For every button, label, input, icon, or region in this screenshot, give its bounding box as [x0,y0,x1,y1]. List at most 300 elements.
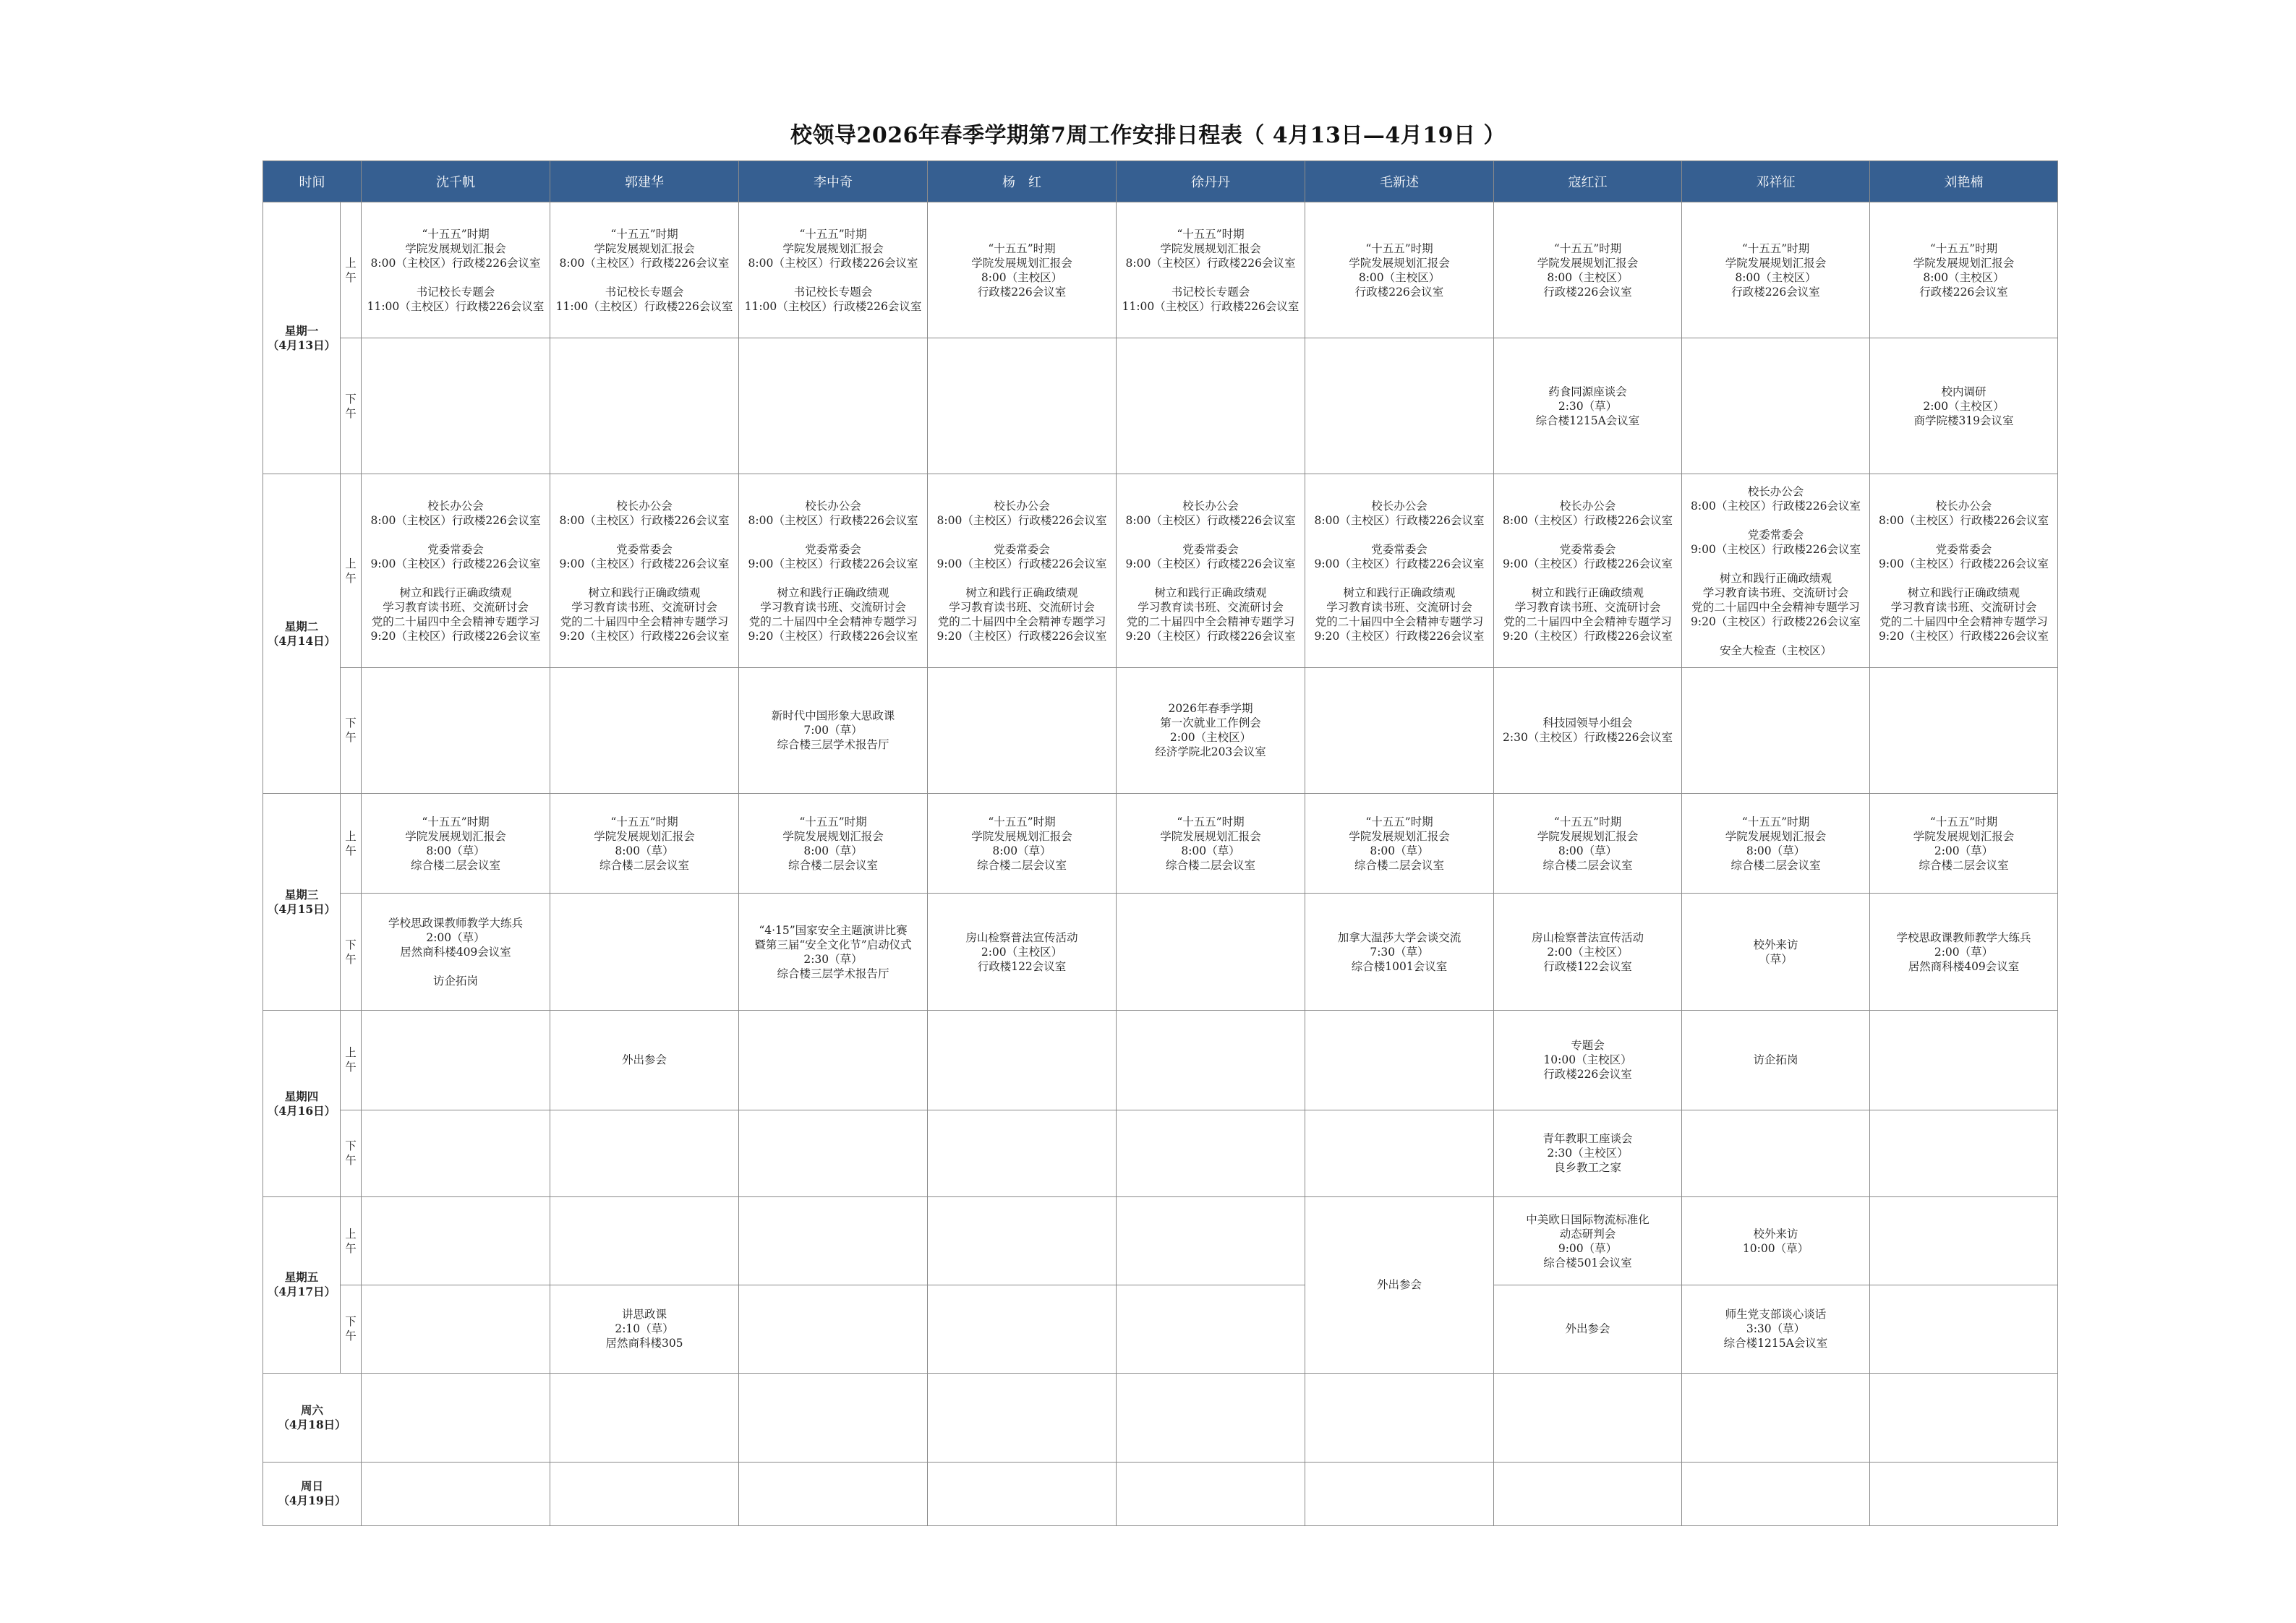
schedule-cell [362,1462,550,1525]
event-line: 综合楼二层会议室 [1730,858,1821,872]
event-line: 学院发展规划汇报会 [1913,829,2015,843]
event-line: 树立和践行正确政绩观 [1907,586,2020,599]
schedule-body [263,202,2058,1526]
schedule-cell [739,793,928,894]
schedule-cell [1494,474,1682,668]
schedule-event [1305,542,1493,571]
schedule-cell [928,1373,1117,1462]
event-line: 综合楼二层会议室 [1919,858,2009,872]
event-line: 7:00（草） [803,724,863,737]
schedule-cell [1494,894,1682,1011]
event-line: 师生党支部谈心谈话 [1725,1308,1827,1322]
event-line: “十五五”时期 [1553,241,1622,255]
event-line: 学习教育读书班、交流研讨会 [1890,600,2037,614]
event-line: 书记校长专题会 [605,285,684,299]
schedule-cell [739,1011,928,1110]
schedule-cell [1117,1110,1305,1196]
schedule-event [1117,499,1305,528]
schedule-event [1117,701,1305,759]
half-day-char: 午 [345,1061,357,1074]
half-day-char: 下 [345,1315,357,1329]
schedule-cell [1494,1110,1682,1196]
schedule-cell [739,668,928,794]
leader-header: 寇红江 [1494,161,1682,202]
schedule-event [1117,542,1305,571]
schedule-event [1682,1307,1869,1350]
event-line: “十五五”时期 [1553,815,1622,828]
event-line: 访企拓岗 [432,974,478,988]
event-line: 学院发展规划汇报会 [405,241,506,255]
day-label [263,1373,362,1462]
schedule-event [739,285,927,314]
event-line: 10:00（草） [1742,1241,1809,1255]
schedule-event [1682,815,1869,873]
event-line: 学习教育读书班、交流研讨会 [1702,586,1849,599]
event-line: 8:00（主校区）行政楼226会议室 [1879,513,2049,527]
event-line: 树立和践行正确政绩观 [777,586,889,599]
event-line: 9:20（主校区）行政楼226会议室 [1691,614,1861,628]
event-line: “十五五”时期 [1929,241,1998,255]
event-line: 动态研判会 [1559,1227,1616,1241]
event-line: 外出参会 [1565,1322,1610,1336]
event-line: “十五五”时期 [610,815,678,828]
leader-header: 沈千帆 [362,161,550,202]
event-line: 书记校长专题会 [1171,285,1250,299]
event-line: 校长办公会 [1371,499,1427,513]
leader-header: 徐丹丹 [1117,161,1305,202]
schedule-event [1682,643,1869,658]
schedule-cell [928,202,1117,338]
event-line: 11:00（主校区）行政楼226会议室 [367,299,545,313]
day-name: 星期二 [284,619,319,633]
schedule-event [1870,542,2057,571]
event-line: 9:20（主校区）行政楼226会议室 [1125,629,1296,643]
schedule-cell [1117,474,1305,668]
event-line: 8:00（草） [615,844,674,857]
day-date: （4月19日） [278,1494,346,1508]
event-line: 树立和践行正确政绩观 [1719,571,1832,585]
schedule-event [928,930,1116,974]
event-line: 8:00（主校区） [1358,270,1441,284]
schedule-cell [550,1110,739,1196]
event-line: 党委常委会 [1559,542,1616,556]
event-line: 8:00（主校区）行政楼226会议室 [1314,513,1485,527]
event-line: 行政楼226会议室 [1731,285,1820,299]
event-line: 学院发展规划汇报会 [1725,829,1827,843]
day-label [263,1011,341,1197]
half-day-label [341,894,362,1011]
schedule-cell [1117,202,1305,338]
schedule-cell [1305,338,1494,474]
schedule-cell [1494,793,1682,894]
schedule-event [1494,1131,1681,1175]
event-line: 综合楼二层会议室 [976,858,1067,872]
schedule-cell [1870,338,2058,474]
header-row [263,161,2058,202]
half-day-label [341,474,362,668]
day-name: 星期五 [284,1270,319,1285]
schedule-cell [1117,1373,1305,1462]
event-line: 8:00（草） [1746,844,1806,857]
schedule-event [928,499,1116,528]
schedule-event [550,542,738,571]
day-date: （4月16日） [267,1103,336,1118]
schedule-cell [928,1196,1117,1285]
schedule-cell [928,1110,1117,1196]
event-line: 学院发展规划汇报会 [405,829,506,843]
schedule-cell [1870,894,2058,1011]
schedule-event [362,916,550,959]
event-line: 综合楼二层会议室 [599,858,689,872]
event-line: 行政楼226会议室 [1354,285,1444,299]
schedule-cell [550,1011,739,1110]
schedule-event [1494,499,1681,528]
event-line: 9:00（主校区）行政楼226会议室 [936,557,1107,570]
schedule-cell [1117,894,1305,1011]
event-line: 行政楼226会议室 [1543,1068,1632,1082]
schedule-event [1305,815,1493,873]
event-line: 8:00（草） [1181,844,1240,857]
leader-header: 邓祥征 [1682,161,1870,202]
schedule-cell [1870,202,2058,338]
schedule-event [362,542,550,571]
event-line: 书记校长专题会 [793,285,873,299]
day-date: （4月17日） [267,1285,336,1299]
schedule-cell [1494,1196,1682,1285]
leader-header: 杨 红 [928,161,1117,202]
schedule-event [1305,499,1493,528]
half-day-char: 上 [345,557,357,570]
schedule-cell [1117,793,1305,894]
event-line: 良乡教工之家 [1553,1161,1621,1175]
schedule-event [1305,241,1493,299]
schedule-cell [1870,668,2058,794]
schedule-row [263,338,2058,474]
schedule-cell [362,894,550,1011]
day-name: 星期一 [284,323,319,338]
schedule-cell [550,668,739,794]
schedule-event [1494,586,1681,643]
schedule-cell [362,1373,550,1462]
event-line: 11:00（主校区）行政楼226会议室 [744,299,922,313]
event-line: 党的二十届四中全会精神专题学习 [560,614,729,628]
half-day-char: 午 [345,844,357,857]
half-day-char: 午 [345,1241,357,1255]
event-line: 居然商科楼305 [605,1337,683,1350]
event-line: 党委常委会 [1935,542,1992,556]
event-line: 综合楼二层会议室 [410,858,500,872]
event-line: 8:00（草） [1558,844,1618,857]
half-day-char: 上 [345,1046,357,1060]
schedule-cell [739,474,928,668]
event-line: 8:00（主校区）行政楼226会议室 [1125,513,1296,527]
event-line: 综合楼二层会议室 [1354,858,1444,872]
schedule-event [1682,528,1869,557]
event-line: 居然商科楼409会议室 [1908,959,2020,973]
event-line: 居然商科楼409会议室 [400,945,511,959]
day-label [263,793,341,1010]
event-line: 学院发展规划汇报会 [594,829,695,843]
half-day-label [341,202,362,338]
event-line: 8:00（主校区）行政楼226会议室 [936,513,1107,527]
schedule-cell [739,1196,928,1285]
schedule-event [1682,1053,1869,1067]
event-line: 2:00（草） [1934,945,1994,959]
schedule-cell [739,1285,928,1373]
event-line: 校长办公会 [616,499,673,513]
event-line: 中美欧日国际物流标准化 [1526,1212,1650,1226]
schedule-cell [1870,793,2058,894]
event-line: 综合楼1215A会议室 [1723,1337,1828,1350]
event-line: 学院发展规划汇报会 [782,241,884,255]
event-line: 2026年春季学期 [1168,702,1253,716]
schedule-cell [928,474,1117,668]
schedule-cell [1117,1462,1305,1525]
event-line: 9:00（草） [1558,1241,1618,1255]
event-line: 党委常委会 [1747,528,1804,541]
event-line: 9:00（主校区）行政楼226会议室 [370,557,541,570]
schedule-cell [739,338,928,474]
schedule-cell [1682,1011,1870,1110]
schedule-row-weekend [263,1462,2058,1525]
event-line: 校长办公会 [427,499,484,513]
schedule-event [739,586,927,643]
event-line: 第一次就业工作例会 [1160,716,1261,730]
event-line: 8:00（主校区） [1547,270,1629,284]
event-line: 行政楼122会议室 [977,959,1067,973]
event-line: 校长办公会 [1559,499,1616,513]
day-name: 周六 [300,1403,323,1417]
schedule-cell [739,1462,928,1525]
event-line: 暨第三届“安全文化节”启动仪式 [754,938,912,951]
event-line: 3:30（草） [1746,1322,1806,1336]
day-label [263,202,341,474]
event-line: 9:00（主校区）行政楼226会议室 [1314,557,1485,570]
schedule-cell [1682,1196,1870,1285]
event-line: 党委常委会 [994,542,1050,556]
event-line: “十五五”时期 [799,815,867,828]
event-line: 9:00（主校区）行政楼226会议室 [748,557,918,570]
schedule-row [263,474,2058,668]
event-line: 党的二十届四中全会精神专题学习 [748,614,918,628]
event-line: 学院发展规划汇报会 [782,829,884,843]
schedule-cell [1870,474,2058,668]
schedule-event [1870,815,2057,873]
event-line: 8:00（主校区） [1923,270,2005,284]
schedule-event [1682,571,1869,629]
event-line: 校长办公会 [1935,499,1992,513]
event-line: “十五五”时期 [1177,227,1245,241]
schedule-cell [362,1011,550,1110]
schedule-event [362,499,550,528]
day-date: （4月15日） [267,902,336,916]
event-line: 9:20（主校区）行政楼226会议室 [1503,629,1673,643]
schedule-event [1494,241,1681,299]
schedule-event [362,285,550,314]
event-line: 8:00（草） [1370,844,1429,857]
schedule-event [1870,586,2057,643]
leader-header: 李中奇 [739,161,928,202]
schedule-cell [1682,338,1870,474]
event-line: 党的二十届四中全会精神专题学习 [1691,600,1860,614]
event-line: 讲思政课 [621,1308,667,1322]
event-line: 学习教育读书班、交流研讨会 [760,600,906,614]
event-line: 10:00（主校区） [1543,1053,1632,1067]
schedule-cell [1494,202,1682,338]
event-line: 8:00（草） [992,844,1051,857]
event-line: “十五五”时期 [799,227,867,241]
event-line: 8:00（主校区） [1735,270,1817,284]
schedule-cell [550,338,739,474]
event-line: 外出参会 [621,1053,667,1067]
schedule-cell [1494,1373,1682,1462]
leader-header: 郭建华 [550,161,739,202]
schedule-cell [1870,1373,2058,1462]
schedule-row [263,793,2058,894]
event-line: 青年教职工座谈会 [1542,1132,1633,1146]
schedule-cell [362,202,550,338]
schedule-cell [928,668,1117,794]
event-line: 商学院楼319会议室 [1913,414,2014,427]
event-line: 校长办公会 [1182,499,1239,513]
schedule-cell [1117,1196,1305,1285]
half-day-char: 午 [345,952,357,966]
schedule-event [550,1053,738,1067]
event-line: “十五五”时期 [988,241,1056,255]
schedule-cell [362,474,550,668]
schedule-event [928,241,1116,299]
schedule-cell [1305,1373,1494,1462]
event-line: 书记校长专题会 [416,285,495,299]
day-name: 周日 [300,1479,323,1494]
schedule-row [263,894,2058,1011]
event-line: 2:10（草） [615,1322,674,1336]
event-line: 药食同源座谈会 [1548,385,1627,398]
event-line: 树立和践行正确政绩观 [965,586,1078,599]
event-line: 党的二十届四中全会精神专题学习 [1503,614,1672,628]
half-day-char: 下 [345,938,357,951]
event-line: 校长办公会 [1747,484,1804,498]
event-line: “十五五”时期 [610,227,678,241]
schedule-row [263,1110,2058,1196]
event-line: 学院发展规划汇报会 [971,829,1072,843]
schedule-cell [550,1196,739,1285]
schedule-cell [1682,202,1870,338]
schedule-event [1305,930,1493,974]
schedule-event [1682,484,1869,513]
event-line: 行政楼226会议室 [1919,285,2008,299]
event-line: 学院发展规划汇报会 [594,241,695,255]
event-line: 树立和践行正确政绩观 [1531,586,1644,599]
schedule-cell [1117,338,1305,474]
event-line: 学习教育读书班、交流研讨会 [1138,600,1284,614]
schedule-event [1682,938,1869,967]
event-line: 学习教育读书班、交流研讨会 [1326,600,1472,614]
schedule-event [1494,815,1681,873]
schedule-cell [1870,1462,2058,1525]
event-line: “十五五”时期 [422,227,490,241]
event-line: 综合楼二层会议室 [788,858,878,872]
event-line: 访企拓岗 [1753,1053,1798,1067]
schedule-event [1117,586,1305,643]
event-line: 9:20（主校区）行政楼226会议室 [559,629,730,643]
half-day-char: 下 [345,392,357,406]
event-line: 党的二十届四中全会精神专题学习 [937,614,1106,628]
schedule-cell [739,202,928,338]
schedule-event [1870,499,2057,528]
event-line: 经济学院北203会议室 [1155,745,1266,759]
event-line: 9:20（主校区）行政楼226会议室 [748,629,918,643]
schedule-event [1494,716,1681,745]
schedule-event [1870,930,2057,974]
event-line: 学院发展规划汇报会 [1160,241,1261,255]
event-line: 党委常委会 [616,542,673,556]
schedule-cell [928,793,1117,894]
schedule-cell [1870,1196,2058,1285]
schedule-cell [928,1285,1117,1373]
schedule-cell [550,474,739,668]
event-line: 8:00（主校区）行政楼226会议室 [370,256,541,270]
event-line: 学习教育读书班、交流研讨会 [949,600,1095,614]
schedule-event [550,586,738,643]
event-line: 8:00（主校区）行政楼226会议室 [748,513,918,527]
schedule-cell [362,1196,550,1285]
event-line: 8:00（主校区）行政楼226会议室 [1503,513,1673,527]
schedule-cell [928,338,1117,474]
schedule-event [550,815,738,873]
event-line: 综合楼三层学术报告厅 [777,967,889,980]
schedule-event [1117,227,1305,270]
schedule-cell [928,1011,1117,1110]
schedule-cell [1305,1462,1494,1525]
event-line: 综合楼1001会议室 [1351,959,1448,973]
event-line: 加拿大温莎大学会谈交流 [1337,930,1461,944]
day-label [263,1196,341,1373]
schedule-cell [1682,1462,1870,1525]
half-day-label [341,1011,362,1110]
half-day-label [341,338,362,474]
half-day-char: 下 [345,716,357,730]
time-header: 时间 [263,161,362,202]
schedule-cell [928,894,1117,1011]
schedule-event [1305,586,1493,643]
schedule-cell [1494,1285,1682,1373]
schedule-cell [1870,1285,2058,1373]
schedule-event [1494,1322,1681,1336]
event-line: 党委常委会 [1371,542,1427,556]
day-date: （4月18日） [278,1417,346,1431]
event-line: “十五五”时期 [1741,815,1810,828]
event-line: 树立和践行正确政绩观 [1154,586,1267,599]
event-line: “十五五”时期 [422,815,490,828]
half-day-label [341,1285,362,1373]
event-line: 行政楼226会议室 [1543,285,1632,299]
schedule-cell [928,1462,1117,1525]
schedule-table [263,160,2058,1526]
schedule-event [362,815,550,873]
schedule-event [1682,241,1869,299]
event-line: “十五五”时期 [988,815,1056,828]
event-line: 校长办公会 [994,499,1050,513]
schedule-cell [1305,474,1494,668]
schedule-event [1117,815,1305,873]
schedule-row [263,1196,2058,1285]
event-line: 8:00（主校区）行政楼226会议室 [559,256,730,270]
schedule-cell [739,1110,928,1196]
schedule-cell [550,1285,739,1373]
schedule-event [928,586,1116,643]
schedule-event [1494,1212,1681,1270]
